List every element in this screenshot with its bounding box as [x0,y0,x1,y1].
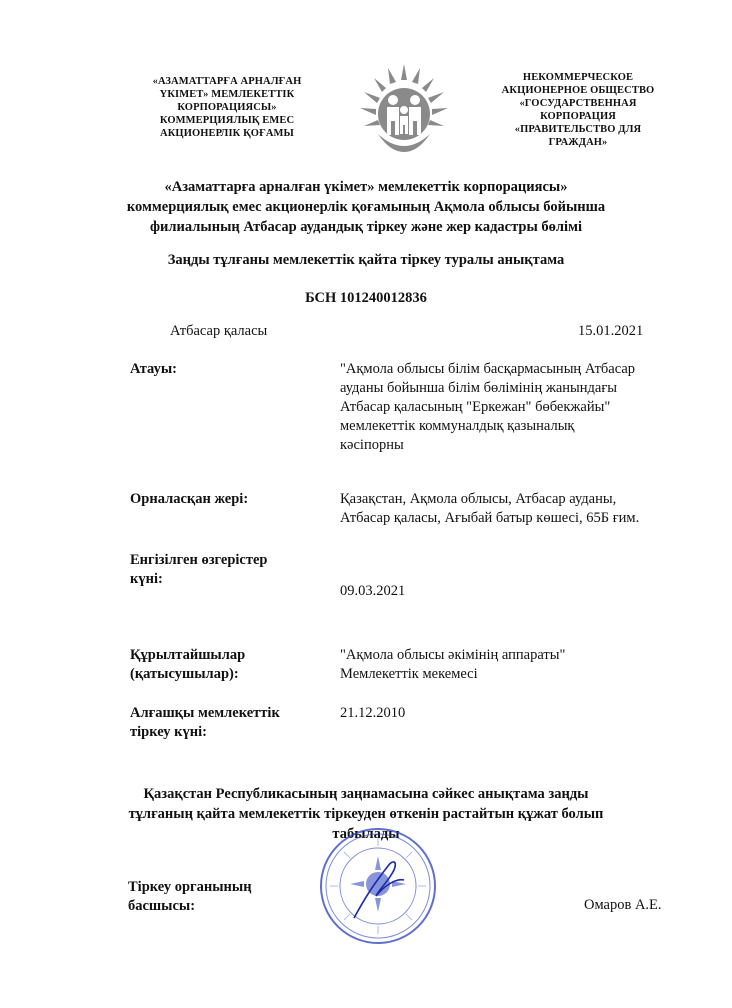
header-left-line: ҮКІМЕТ» МЕМЛЕКЕТТІК [159,89,295,100]
founders-label [130,646,245,684]
name-label-text: Атауы: [130,361,177,377]
signature-label-line: Тіркеу органының [128,879,252,895]
signature-label-line: басшысы: [128,898,196,914]
header-left-line: АКЦИОНЕРЛІК ҚОҒАМЫ [160,128,294,139]
name-value-line: Атбасар қаласының "Еркежан" бөбекжайы" [340,399,611,415]
header-right-line: «ПРАВИТЕЛЬСТВО ДЛЯ [514,124,642,135]
header-left-org [118,75,336,140]
header-right-line: «ГОСУДАРСТВЕННАЯ [519,98,637,109]
changes-date-label-line: күні: [130,571,163,587]
name-value-line: "Ақмола облысы білім басқармасының Атбасар [340,361,636,377]
office-line: «Азаматтарға арналған үкімет» мемлекеттік корпорациясы» [164,179,568,195]
signature-label [128,878,252,916]
founders-value [340,646,565,684]
name-value-line: ауданы бойынша білім бөлімінің жанындағы [340,380,618,396]
header-right-line: АКЦИОНЕРНОЕ ОБЩЕСТВО [501,85,655,96]
changes-date-value [340,582,405,601]
footer-line: табылады [332,826,400,842]
header-right-org [488,71,668,149]
document-date: 15.01.2021 [578,323,644,339]
location-value-line: Қазақстан, Ақмола облысы, Атбасар ауданы, [340,491,617,507]
bin-number: БСН 101240012836 [305,290,427,306]
location-label-text: Орналасқан жері: [130,491,249,507]
changes-date-label-line: Енгізілген өзгерістер [130,552,268,568]
location-value-line: Атбасар қаласы, Ағыбай батыр көшесі, 65Б ғим. [340,510,640,526]
office-heading [0,177,732,237]
location-value [340,490,639,528]
first-reg-label [130,704,280,742]
name-value-line: кәсіпорны [340,437,404,453]
organization-logo [358,62,450,156]
office-line: коммерциялық емес акционерлік қоғамының Ақмола облысы бойынша [126,199,606,215]
official-stamp-icon [318,826,438,946]
name-value [340,360,635,455]
first-reg-label-line: Алғашқы мемлекеттік [130,705,280,721]
signatory-name: Омаров А.Е. [584,897,662,913]
signature-stroke-icon [354,862,404,918]
changes-date-label [130,551,268,589]
city: Атбасар қаласы [170,323,268,339]
location-label [130,490,248,509]
first-reg-label-line: тіркеу күні: [130,724,207,740]
founders-value-line: Мемлекеттік мекемесі [340,666,478,682]
founders-value-line: "Ақмола облысы әкімінің аппараты" [340,647,566,663]
name-label [130,360,177,379]
footer-line: Қазақстан Республикасының заңнамасына сәйкес анықтама заңды [143,786,589,802]
header-right-line: ГРАЖДАН» [548,137,608,148]
founders-label-line: Құрылтайшылар [130,647,246,663]
footer-line: тұлғаның қайта мемлекеттік тіркеуден өткенін растайтын құжат болып [128,806,604,822]
name-value-line: мемлекеттік коммуналдық қазыналық [340,418,575,434]
header-right-line: КОРПОРАЦИЯ [540,111,616,122]
header-left-line: «АЗАМАТТАРҒА АРНАЛҒАН [152,76,302,87]
header-left-line: КОРПОРАЦИЯСЫ» [177,102,277,113]
office-line: филиалының Атбасар аудандық тіркеу және жер кадастры бөлімі [150,219,582,235]
first-reg-value-text: 21.12.2010 [340,705,406,721]
header-left-line: КОММЕРЦИЯЛЫҚ ЕМЕС [159,115,295,126]
first-reg-value [340,704,405,723]
founders-label-line: (қатысушылар): [130,666,239,682]
header-right-line: НЕКОММЕРЧЕСКОЕ [522,72,634,83]
changes-date-value-text: 09.03.2021 [340,583,406,599]
document-title: Заңды тұлғаны мемлекеттік қайта тіркеу туралы анықтама [167,252,565,268]
